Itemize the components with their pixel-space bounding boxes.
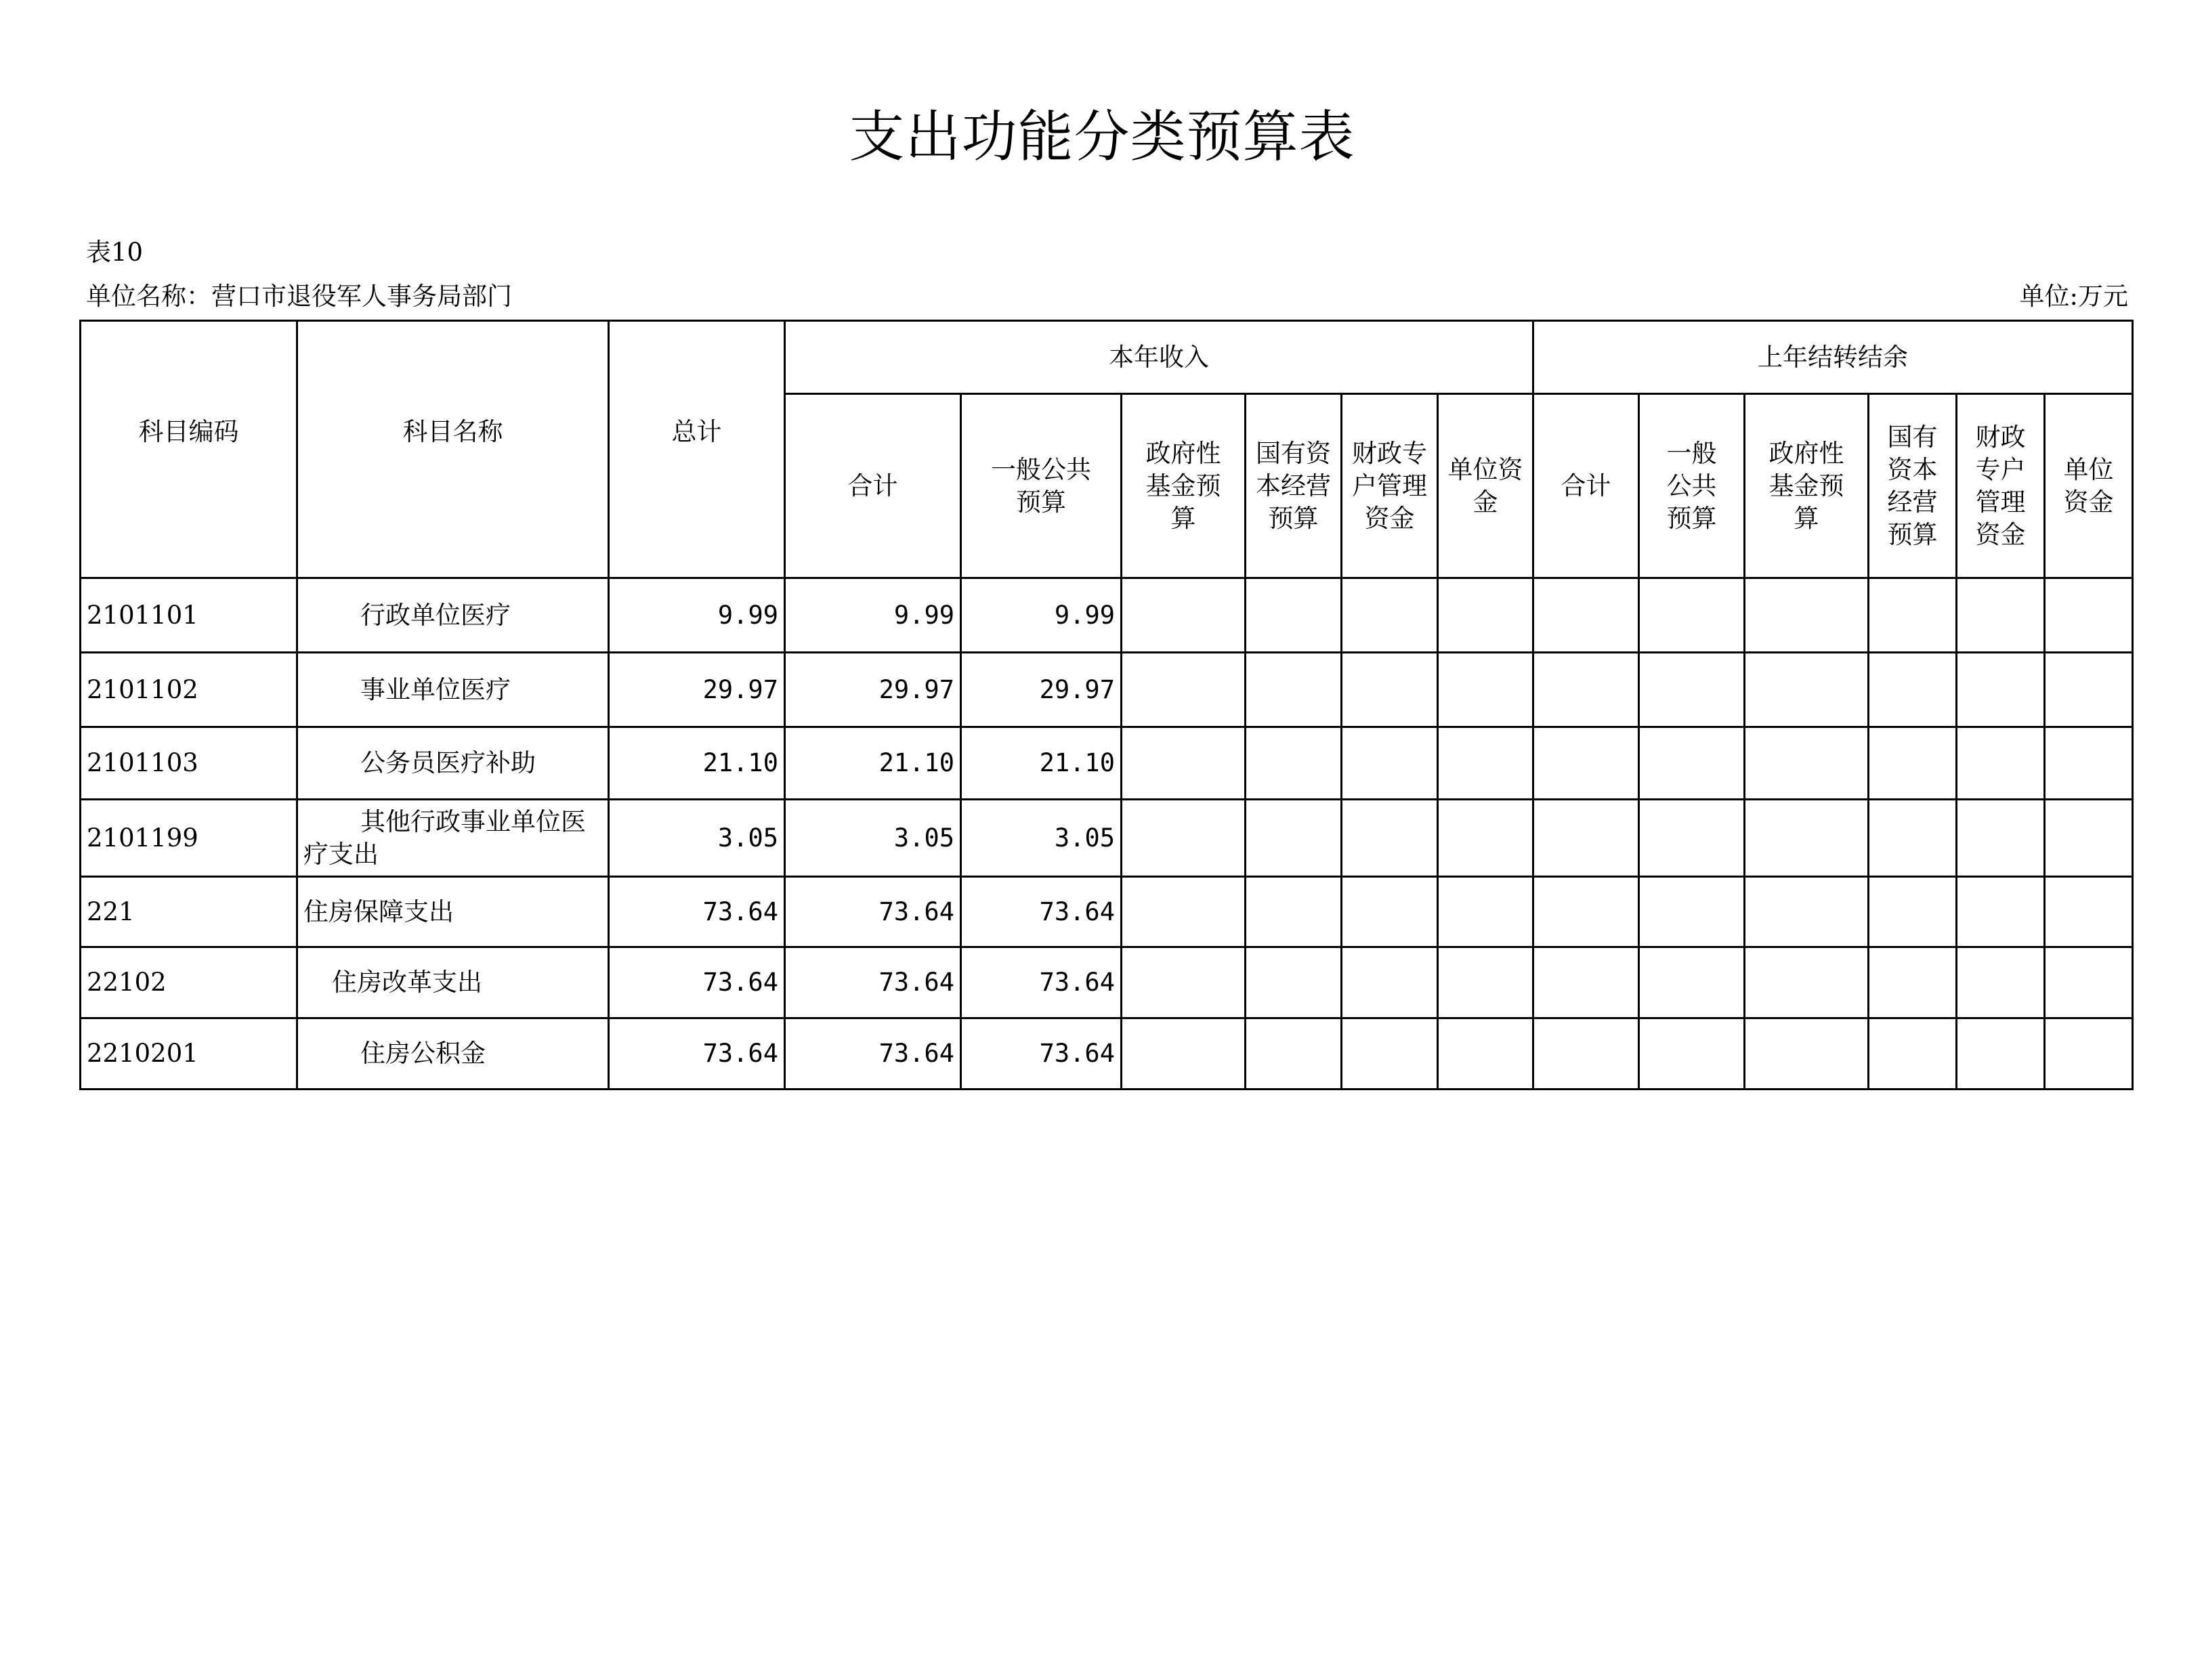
header-current-year-income: 本年收入	[785, 321, 1533, 394]
header-name: 科目名称	[297, 321, 609, 578]
table-row	[81, 578, 2133, 653]
row-code: 2210201	[81, 1018, 297, 1090]
row-total: 21.10	[609, 727, 785, 800]
row-cy-general: 21.10	[961, 727, 1122, 800]
row-name: 公务员医疗补助	[297, 727, 609, 800]
currency-unit-label: 单位:万元	[2019, 282, 2128, 311]
row-code: 2101103	[81, 727, 297, 800]
header-total: 总计	[609, 321, 785, 578]
row-cy-general: 9.99	[961, 578, 1122, 653]
header-cy-state-capital: 国有资本经营预算	[1246, 394, 1342, 578]
row-total: 73.64	[609, 877, 785, 947]
table-row	[81, 800, 2133, 877]
page-title: 支出功能分类预算表	[849, 105, 1355, 169]
row-code: 2101199	[81, 800, 297, 877]
header-co-special: 财政专户管理资金	[1957, 394, 2045, 578]
row-name: 住房改革支出	[297, 947, 609, 1018]
header-co-state-capital: 国有资本经营预算	[1869, 394, 1957, 578]
header-co-unit: 单位资金	[2045, 394, 2133, 578]
row-name: 住房保障支出	[297, 877, 609, 947]
row-code: 221	[81, 877, 297, 947]
header-cy-unit: 单位资金	[1438, 394, 1533, 578]
row-cy-sum: 29.97	[785, 653, 961, 727]
row-cy-sum: 9.99	[785, 578, 961, 653]
table-row	[81, 727, 2133, 800]
header-cy-special: 财政专户管理资金	[1342, 394, 1438, 578]
row-cy-sum: 3.05	[785, 800, 961, 877]
row-cy-sum: 73.64	[785, 877, 961, 947]
row-cy-general: 73.64	[961, 1018, 1122, 1090]
row-total: 9.99	[609, 578, 785, 653]
header-code: 科目编码	[81, 321, 297, 578]
row-cy-general: 3.05	[961, 800, 1122, 877]
header-co-general: 一般公共预算	[1639, 394, 1745, 578]
row-total: 29.97	[609, 653, 785, 727]
table-row	[81, 947, 2133, 1018]
row-name: 事业单位医疗	[297, 653, 609, 727]
row-cy-general: 29.97	[961, 653, 1122, 727]
header-co-gov-fund: 政府性基金预算	[1745, 394, 1869, 578]
row-code: 22102	[81, 947, 297, 1018]
unit-name: 单位名称：营口市退役军人事务局部门	[86, 282, 512, 311]
row-cy-sum: 21.10	[785, 727, 961, 800]
table-row	[81, 653, 2133, 727]
row-cy-sum: 73.64	[785, 1018, 961, 1090]
header-co-sum: 合计	[1533, 394, 1639, 578]
row-code: 2101102	[81, 653, 297, 727]
table-row	[81, 877, 2133, 947]
row-total: 73.64	[609, 1018, 785, 1090]
row-name: 住房公积金	[297, 1018, 609, 1090]
row-name: 行政单位医疗	[297, 578, 609, 653]
table-number: 表10	[86, 238, 144, 267]
header-cy-general: 一般公共预算	[961, 394, 1122, 578]
header-cy-gov-fund: 政府性基金预算	[1122, 394, 1246, 578]
row-name: 其他行政事业单位医疗支出	[297, 800, 609, 877]
row-cy-sum: 73.64	[785, 947, 961, 1018]
row-total: 3.05	[609, 800, 785, 877]
row-cy-general: 73.64	[961, 877, 1122, 947]
budget-table	[79, 320, 2134, 1090]
row-total: 73.64	[609, 947, 785, 1018]
header-prior-year-carryover: 上年结转结余	[1533, 321, 2133, 394]
header-cy-sum: 合计	[785, 394, 961, 578]
row-code: 2101101	[81, 578, 297, 653]
row-cy-general: 73.64	[961, 947, 1122, 1018]
table-row	[81, 1018, 2133, 1090]
